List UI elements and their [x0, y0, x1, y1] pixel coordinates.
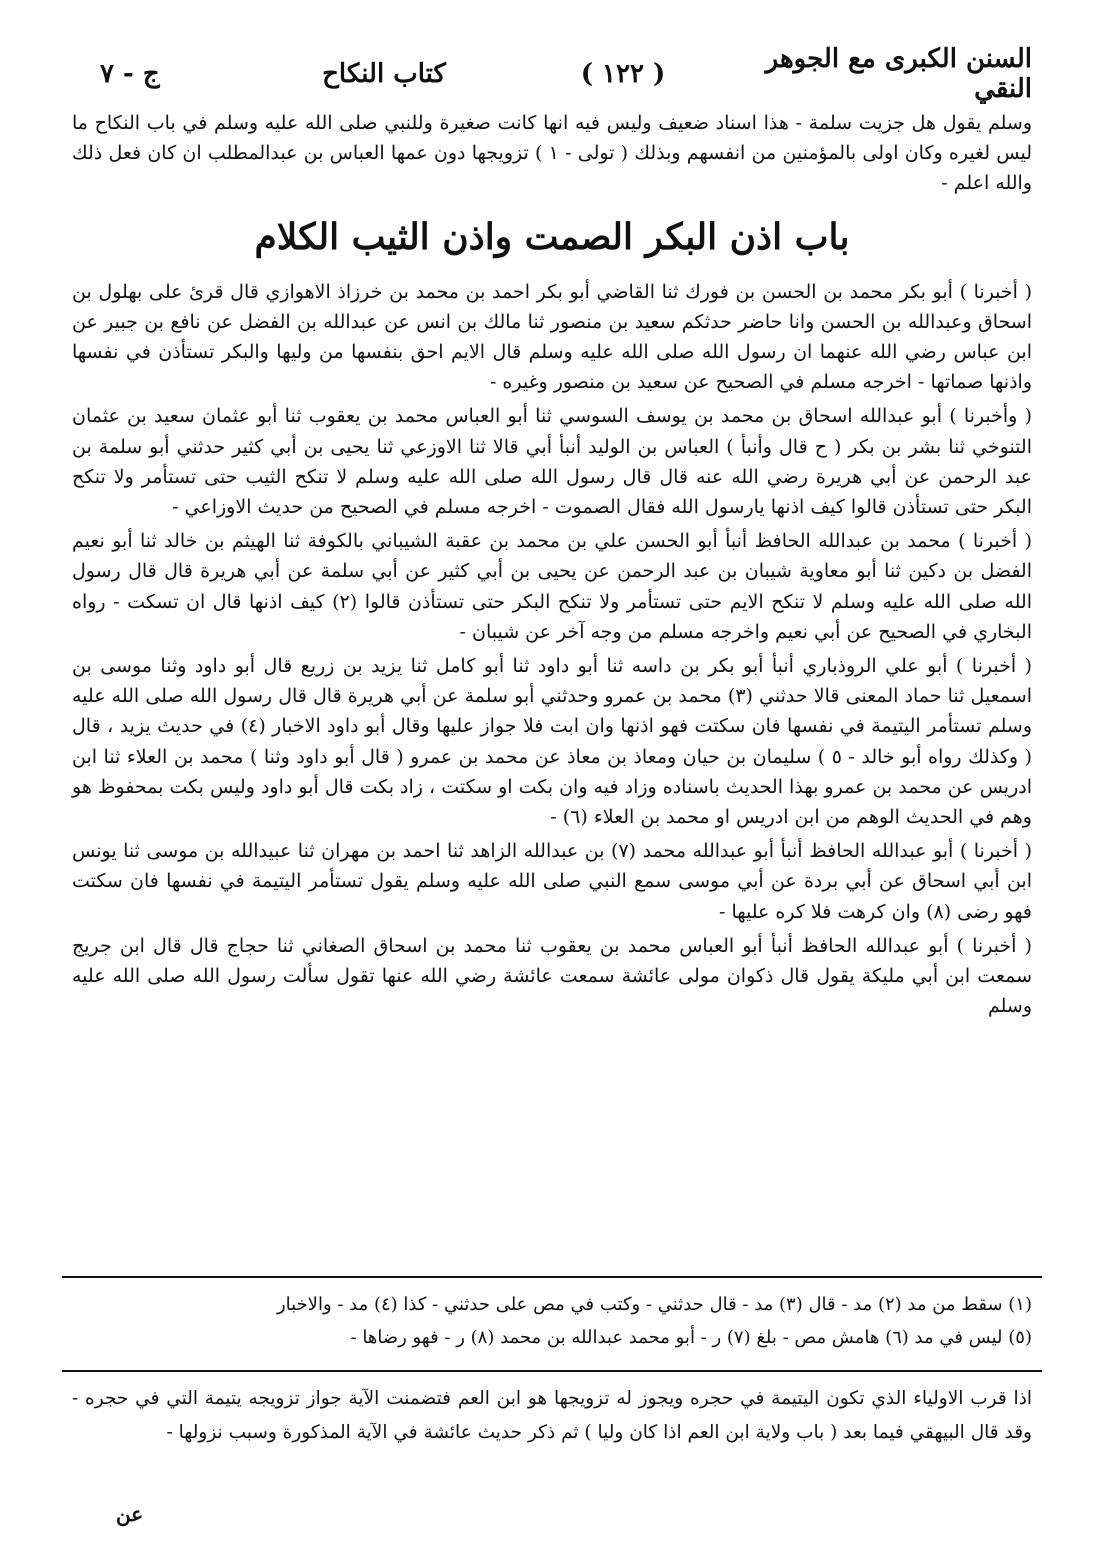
page-header — [100, 44, 1032, 104]
hadith-paragraph: ( أخبرنا ) أبو عبدالله الحافظ أنبأ أبو عبدالله محمد (٧) بن عبدالله الزاهد ثنا احمد بن مهران ثنا عبيدالله بن موسى ثنا يونس ابن أبي اسحاق عن أبي بردة عن أبي موسى سمع النبي صلى الله عليه وسلم يقول تستأمر اليتيمة في نفسها فان سكتت فهو رضى (٨) وان كرهت فلا كره عليها - — [72, 840, 1032, 923]
commentary-divider — [62, 1370, 1042, 1372]
running-title: السنن الكبرى مع الجوهر النقي — [765, 44, 1032, 104]
commentary-text: اذا قرب الاولياء الذي تكون اليتيمة في حجره ويجوز له تزويجها هو ابن العم فتضمنت الآية جواز تزويجه يتيمة التي في حجره - وقد قال البيهقي فيما بعد ( باب ولاية ابن العم اذا كان وليا ) ثم ذكر حديث عائشة في الآية المذكورة وسبب نزولها - — [72, 1388, 1032, 1443]
footnote-line: (١) سقط من مد (٢) مد - قال (٣) مد - قال حدثني - وكتب في مص على حدثني - كذا (٤) مد - والاخبار — [276, 1294, 1032, 1315]
footnotes — [72, 1288, 1032, 1354]
hadith-paragraph: ( أخبرنا ) محمد بن عبدالله الحافظ أنبأ أبو الحسن علي بن محمد بن عقبة الشيباني بالكوفة ثنا الهيثم بن خالد ثنا أبو نعيم الفضل بن دكين ثنا أبو معاوية شيبان بن عبد الرحمن عن يحيى بن أبي كثير عن أبي سلمة عن أبي هريرة قال قال رسول الله صلى الله عليه وسلم لا تنكح الايم حتى تستأمر ولا تنكح البكر حتى تستأذن قالوا (٢) كيف اذنها قال ان تسكت - رواه البخاري في الصحيح عن أبي نعيم واخرجه مسلم من وجه آخر عن شيبان - — [72, 530, 1033, 643]
footnote-divider — [62, 1276, 1042, 1278]
hadith-paragraph: ( أخبرنا ) أبو بكر محمد بن الحسن بن فورك ثنا القاضي أبو بكر احمد بن محمد بن خرزاذ الاهوازي قال قرئ على بهلول بن اسحاق وعبدالله بن الحسن وانا حاضر حدثكم سعيد بن منصور ثنا مالك بن انس عن عبدالله بن الفضل عن نافع بن جبير عن ابن عباس رضي الله عنهما ان رسول الله صلى الله عليه وسلم قال الايم احق بنفسها من وليها والبكر تستأذن في نفسها واذنها صماتها - اخرجه مسلم في الصحيح عن سعيد بن منصور وغيره - — [72, 280, 1032, 394]
main-text — [72, 108, 1032, 1025]
hadith-paragraph: ( وأخبرنا ) أبو عبدالله اسحاق بن محمد بن يوسف السوسي ثنا أبو العباس محمد بن يعقوب ثنا أبو عثمان سعيد بن عثمان التنوخي ثنا بشر بن بكر ( ح قال وأنبأ ) العباس بن الوليد أنبأ أبي قالا ثنا الاوزعي ثنا يحيى بن أبي كثير حدثني أبو سلمة بن عبد الرحمن عن أبي هريرة رضي الله عنه قال قال رسول الله صلى الله عليه وسلم لا تنكح الثيب حتى تستأمر ولا تنكح البكر حتى تستأذن قالوا كيف اذنها يارسول الله فقال الصموت - اخرجه مسلم في الصحيح من حديث الاوزاعي - — [72, 405, 1032, 519]
footnote-line: (٥) ليس في مد (٦) هامش مص - بلغ (٧) ر - أبو محمد عبدالله بن محمد (٨) ر - فهو رضاها - — [350, 1327, 1032, 1348]
volume-number: ج - ٧ — [100, 59, 160, 89]
page-number: ( ١٢٢ ) — [580, 59, 666, 89]
hadith-paragraph: ( أخبرنا ) أبو علي الروذباري أنبأ أبو بكر بن داسه ثنا أبو داود ثنا أبو كامل ثنا يزيد بن زريع قال أبو داود وثنا موسى بن اسمعيل ثنا حماد المعنى قالا حدثني (٣) محمد بن عمرو وحدثني أبو سلمة عن أبي هريرة قال قال رسول الله صلى الله عليه وسلم تستأمر اليتيمة في نفسها فان سكتت فهو اذنها وان ابت فلا جواز عليها وقال أبو داود الاخبار (٤) في حديث يزيد ، قال ( وكذلك رواه أبو خالد - ٥ ) سليمان بن حيان ومعاذ بن معاذ عن محمد بن عمرو ( قال أبو داود وثنا ) محمد بن العلاء ثنا ابن ادريس عن محمد بن عمرو بهذا الحديث باسناده وزاد فيه وان بكت او سكتت ، زاد بكت قال أبو داود وليس بكت بمحفوظ هو وهم في الحديث الوهم من ابن ادريس او محمد بن العلاء (٦) - — [72, 655, 1033, 829]
section-name: كتاب النكاح — [322, 59, 446, 89]
chapter-heading: باب اذن البكر الصمت واذن الثيب الكلام — [254, 215, 850, 258]
intro-paragraph: وسلم يقول هل جزيت سلمة - هذا اسناد ضعيف وليس فيه انها كانت صغيرة وللنبي صلى الله عليه وسلم في باب النكاح ما ليس لغيره وكان اولى بالمؤمنين من انفسهم وبذلك ( تولى - ١ ) تزويجها دون عمها العباس بن عبدالمطلب ان كان فعل ذلك والله اعلم - — [72, 112, 1032, 195]
catchword: عن — [116, 1502, 144, 1526]
hadith-paragraph: ( أخبرنا ) أبو عبدالله الحافظ أنبأ أبو العباس محمد بن يعقوب ثنا محمد بن اسحاق الصغاني ثنا حجاج قال قال ابن جريج سمعت ابن أبي مليكة يقول قال ذكوان مولى عائشة سمعت عائشة رضي الله عنها تقول سألت رسول الله صلى الله عليه وسلم — [72, 934, 1032, 1018]
